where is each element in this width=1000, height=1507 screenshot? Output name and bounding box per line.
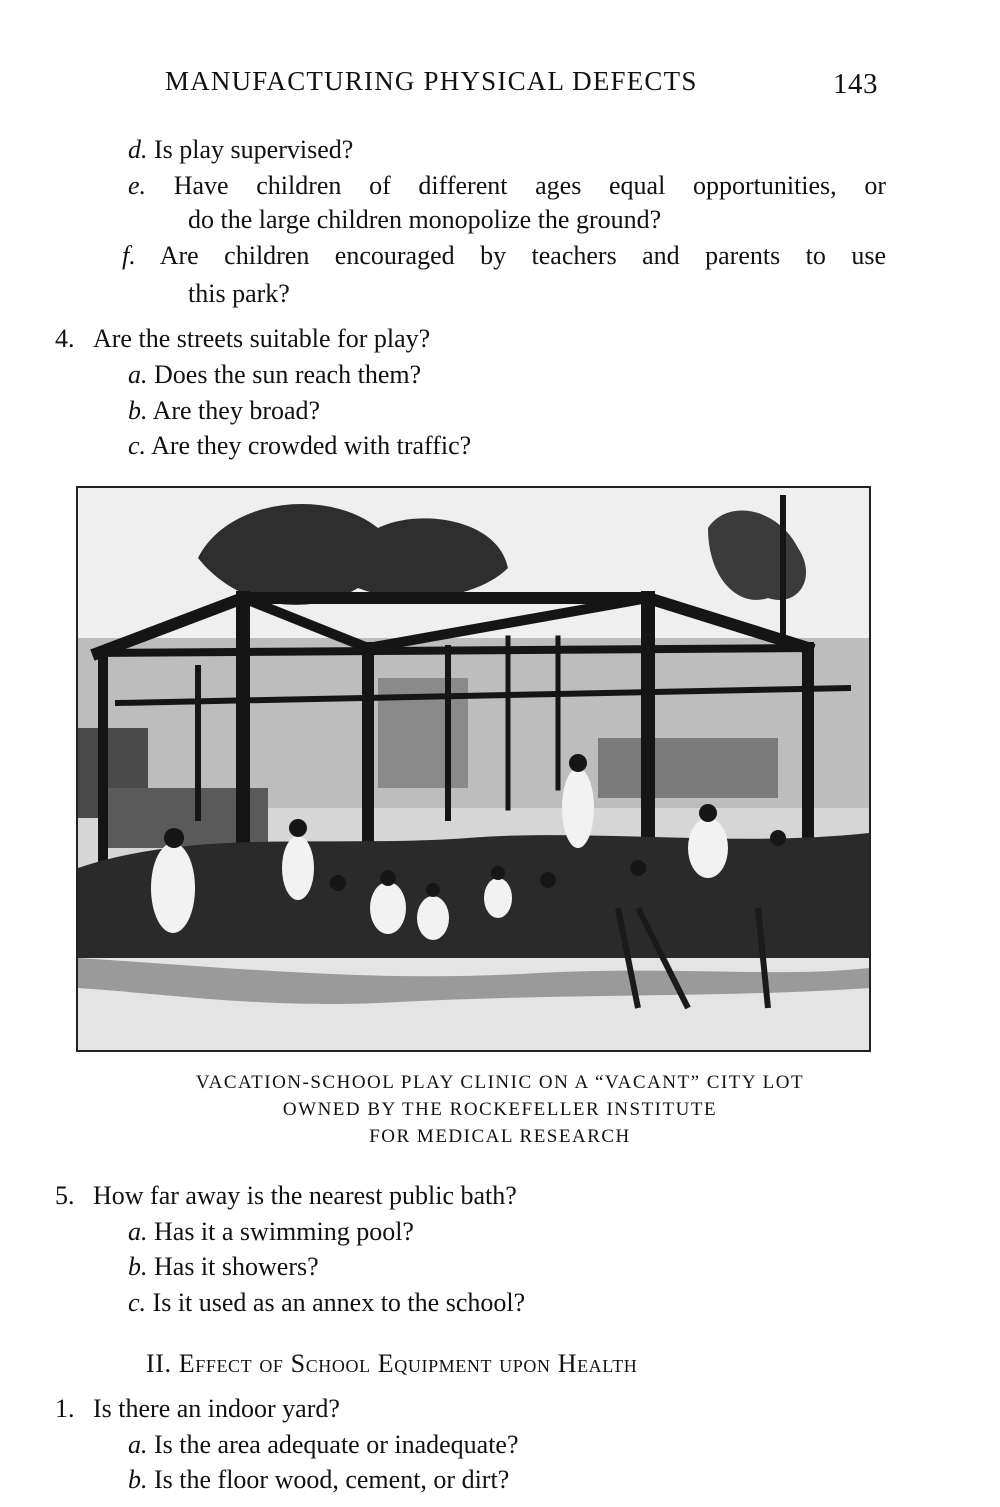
item-text: Has it a swimming pool? bbox=[154, 1217, 414, 1246]
item-letter: e. bbox=[128, 171, 147, 200]
item-letter: c. bbox=[128, 431, 147, 460]
question-number: 1. bbox=[55, 1394, 75, 1423]
item-text: Are children encouraged by teachers and parents to use bbox=[159, 241, 886, 270]
question-text: Is there an indoor yard? bbox=[93, 1394, 340, 1423]
item-e bbox=[128, 169, 886, 203]
question-4c bbox=[128, 429, 471, 463]
question-4 bbox=[55, 322, 430, 356]
item-text: Does the sun reach them? bbox=[154, 360, 422, 389]
item-text: Are they broad? bbox=[152, 396, 321, 425]
item-text: do the large children monopolize the ground? bbox=[188, 205, 662, 234]
item-f-continued bbox=[188, 277, 290, 311]
running-head bbox=[0, 64, 1000, 104]
question-5b bbox=[128, 1250, 319, 1284]
item-text: Have children of different ages equal opportunities, or bbox=[173, 171, 886, 200]
item-letter: a. bbox=[128, 360, 148, 389]
question-number: 4. bbox=[55, 324, 75, 353]
question-text: Are the streets suitable for play? bbox=[93, 324, 431, 353]
question-5 bbox=[55, 1179, 517, 1213]
item-letter: b. bbox=[128, 1252, 148, 1281]
figure-caption-line-1: VACATION-SCHOOL PLAY CLINIC ON A “VACANT” CITY LOT bbox=[195, 1072, 805, 1093]
question-1a bbox=[128, 1428, 519, 1462]
question-4a bbox=[128, 358, 421, 392]
item-text: Are they crowded with traffic? bbox=[151, 431, 472, 460]
question-5c bbox=[128, 1286, 525, 1320]
item-letter: b. bbox=[128, 396, 148, 425]
item-letter: b. bbox=[128, 1465, 148, 1494]
page-number: 143 bbox=[833, 68, 878, 100]
item-text: this park? bbox=[188, 279, 290, 308]
question-1b bbox=[128, 1463, 509, 1497]
section-numeral: II. bbox=[146, 1349, 172, 1378]
question-number: 5. bbox=[55, 1181, 75, 1210]
playground-photograph bbox=[76, 486, 871, 1052]
item-letter: c. bbox=[128, 1288, 147, 1317]
question-5a bbox=[128, 1215, 414, 1249]
running-title: MANUFACTURING PHYSICAL DEFECTS bbox=[165, 66, 698, 96]
question-text: How far away is the nearest public bath? bbox=[93, 1181, 517, 1210]
section-heading bbox=[146, 1347, 637, 1381]
item-letter: f. bbox=[122, 241, 136, 270]
item-letter: d. bbox=[128, 135, 148, 164]
item-text: Is the floor wood, cement, or dirt? bbox=[154, 1465, 510, 1494]
question-4b bbox=[128, 394, 320, 428]
figure-caption-line-3: FOR MEDICAL RESEARCH bbox=[369, 1126, 631, 1147]
item-text: Is it used as an annex to the school? bbox=[152, 1288, 526, 1317]
item-text: Is the area adequate or inadequate? bbox=[154, 1430, 519, 1459]
item-e-continued bbox=[188, 203, 661, 237]
section-title: Effect of School Equipment upon Health bbox=[178, 1349, 638, 1378]
item-letter: a. bbox=[128, 1217, 148, 1246]
item-text: Has it showers? bbox=[154, 1252, 319, 1281]
question-1 bbox=[55, 1392, 340, 1426]
item-text: Is play supervised? bbox=[154, 135, 354, 164]
item-letter: a. bbox=[128, 1430, 148, 1459]
figure-caption-line-2: OWNED BY THE ROCKEFELLER INSTITUTE bbox=[282, 1099, 718, 1120]
item-d bbox=[128, 133, 353, 167]
item-f bbox=[122, 239, 886, 273]
